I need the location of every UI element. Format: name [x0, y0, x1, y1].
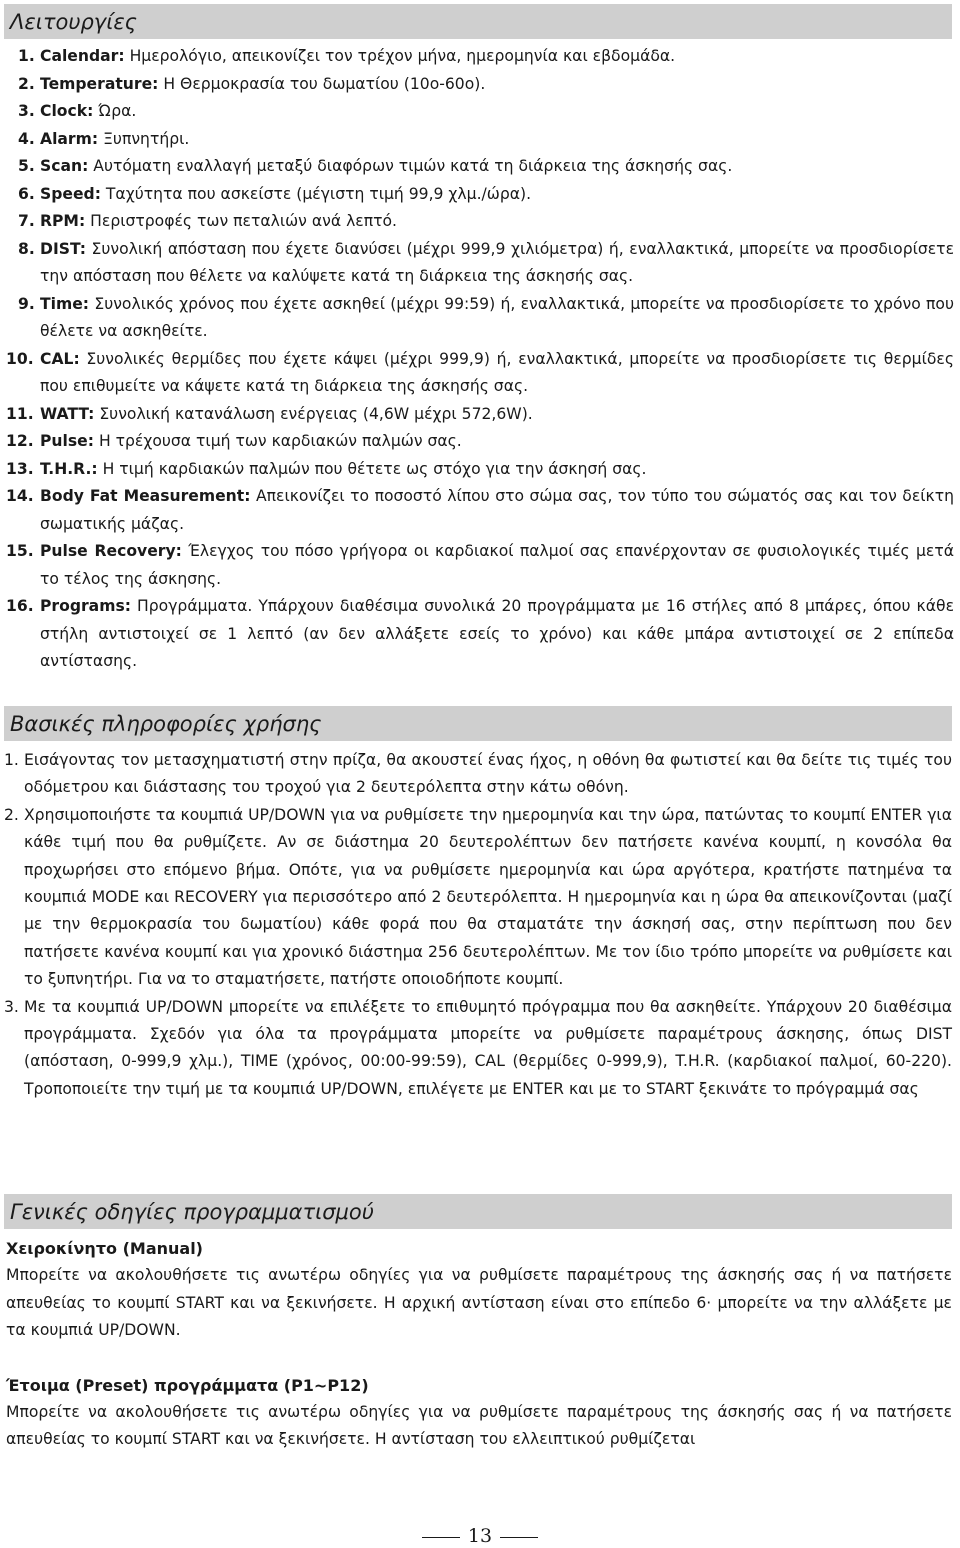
usage-item-number: 3. — [4, 997, 19, 1016]
function-item-text: Συνολική κατανάλωση ενέργειας (4,6W μέχρι 572,6W). — [94, 404, 533, 423]
function-item — [0, 71, 954, 99]
function-item-text: Η τρέχουσα τιμή των καρδιακών παλμών σας. — [93, 432, 462, 450]
function-item-text: Ταχύτητα που ασκείστε (μέγιστη τιμή 99,9 χλμ./ώρα). — [100, 184, 532, 203]
usage-item — [0, 802, 952, 994]
function-item-text: Ημερολόγιο, απεικονίζει τον τρέχον μήνα, ημερομηνία και εβδομάδα. — [124, 47, 676, 65]
function-item-number: 13. — [6, 459, 34, 478]
function-item-number: 8. — [18, 239, 35, 258]
function-item — [0, 401, 954, 429]
function-item-number: 4. — [18, 129, 35, 148]
function-item-number: 16. — [6, 597, 34, 615]
function-item — [0, 208, 954, 236]
function-item — [0, 153, 954, 181]
function-item — [0, 483, 954, 538]
function-item-text: Συνολική απόσταση που έχετε διανύσει (μέχρι 999,9 χιλιόμετρα) ή, εναλλακτικά, μπορείτε να προσδιορίσετε την απόσταση που θέλετε να καλύψετε κατά τη διάρκεια της άσκησής σας. — [40, 239, 954, 285]
function-item-number: 10. — [6, 349, 34, 368]
function-item — [0, 181, 954, 209]
programming-title: Γενικές οδηγίες προγραμματισμού — [4, 1194, 952, 1229]
preset-heading: Έτοιμα (Preset) προγράμματα (P1~P12) — [6, 1375, 369, 1395]
function-item — [0, 126, 954, 154]
usage-section — [0, 706, 956, 1103]
functions-title: Λειτουργίες — [4, 4, 952, 39]
preset-text: Μπορείτε να ακολουθήσετε τις ανωτέρω οδηγίες για να ρυθμίσετε παραμέτρους της άσκησής σας ή να πατήσετε απευθείας το κουμπί START και να ξεκινήσετε. Η αντίσταση του ελλειπτικού ρυθμίζεται — [6, 1402, 952, 1448]
programming-section — [0, 1194, 956, 1454]
function-item-number: 2. — [18, 74, 35, 93]
function-item-label: Pulse Recovery: — [40, 542, 182, 560]
function-item-text: Περιστροφές των πεταλιών ανά λεπτό. — [85, 212, 398, 230]
manual-heading: Χειροκίνητο (Manual) — [6, 1239, 203, 1258]
function-item-label: Body Fat Measurement: — [40, 487, 251, 505]
function-item-label: Speed: — [40, 184, 101, 203]
function-item-label: Time: — [40, 294, 90, 313]
function-item-number: 7. — [18, 212, 35, 230]
function-item — [0, 236, 954, 291]
function-item-label: Clock: — [40, 102, 94, 120]
page-footer — [0, 1525, 960, 1547]
function-item — [0, 43, 954, 71]
function-item-text: Έλεγχος του πόσο γρήγορα οι καρδιακοί παλμοί σας επανέρχονταν σε φυσιολογικές τιμές μετά το τέλος της άσκησης. — [40, 542, 954, 588]
function-item — [0, 456, 954, 484]
function-item-text: Η Θερμοκρασία του δωματίου (10ο-60ο). — [158, 74, 486, 93]
function-item-label: Calendar: — [40, 47, 125, 65]
usage-item-number: 1. — [4, 751, 19, 769]
function-item-number: 1. — [18, 47, 35, 65]
usage-title: Βασικές πληροφορίες χρήσης — [4, 706, 952, 741]
usage-list — [0, 747, 956, 1103]
function-item-label: Pulse: — [40, 432, 94, 450]
function-item-number: 9. — [18, 294, 35, 313]
function-item-number: 6. — [18, 184, 35, 203]
function-item-number: 3. — [18, 102, 35, 120]
function-item-label: WATT: — [40, 404, 95, 423]
function-item — [0, 538, 954, 593]
function-item-label: Alarm: — [40, 129, 99, 148]
function-item-label: DIST: — [40, 239, 86, 258]
function-item-number: 14. — [6, 487, 34, 505]
function-item-text: Ώρα. — [93, 102, 137, 120]
function-item — [0, 98, 954, 126]
functions-list — [0, 43, 956, 676]
footer-rule-left — [422, 1537, 460, 1538]
usage-item-text: Εισάγοντας τον μετασχηματιστή στην πρίζα, θα ακουστεί ένας ήχος, η οθόνη θα φωτιστεί και θα δείτε τις τιμές του οδόμετρου και διάστασης του τροχού για 2 δευτερόλεπτα στην κάτω οθόνη. — [24, 751, 952, 797]
usage-item-number: 2. — [4, 805, 19, 824]
function-item-text: Αυτόματη εναλλαγή μεταξύ διαφόρων τιμών κατά τη διάρκεια της άσκησής σας. — [88, 157, 733, 175]
function-item — [0, 593, 954, 676]
page-number: 13 — [467, 1525, 493, 1547]
function-item-label: Scan: — [40, 157, 89, 175]
footer-rule-right — [500, 1537, 538, 1538]
function-item-label: T.H.R.: — [40, 459, 98, 478]
function-item-label: CAL: — [40, 349, 80, 368]
function-item-label: Temperature: — [40, 74, 159, 93]
function-item — [0, 428, 954, 456]
function-item-number: 15. — [6, 542, 34, 560]
function-item-number: 12. — [6, 432, 34, 450]
usage-item-text: Με τα κουμπιά UP/DOWN μπορείτε να επιλέξετε το επιθυμητό πρόγραμμα που θα ασκηθείτε. Υπάρχουν 20 διαθέσιμα προγράμματα. Σχεδόν για όλα τα προγράμματα μπορείτε να ρυθμίσετε παραμέτρους άσκησης, όπως DIST (απόσταση, 0-999,9 χλμ.), TIME (χρόνος, 00:00-99:59), CAL (θερμίδες 0-999,9), T.H.R. (καρδιακοί παλμοί, 60-220). Τροποποιείτε την τιμή με τα κουμπιά UP/DOWN, επιλέγετε με ENTER και με το START ξεκινάτε το πρόγραμμά σας — [24, 997, 952, 1098]
usage-item — [0, 994, 952, 1104]
function-item-text: Η τιμή καρδιακών παλμών που θέτετε ως στόχο για την άσκησή σας. — [97, 459, 647, 478]
function-item-text: Ξυπνητήρι. — [98, 129, 190, 148]
function-item — [0, 291, 954, 346]
function-item-number: 11. — [6, 404, 34, 423]
usage-item-text: Χρησιμοποιήστε τα κουμπιά UP/DOWN για να ρυθμίσετε την ημερομηνία και την ώρα, πατώντας το κουμπί ENTER για κάθε τιμή που θα ρυθμίζετε. Αν σε διάστημα 20 δευτερολέπτων δεν πατήσετε κανένα κουμπί, η κονσόλα θα προχωρήσει στο επόμενο βήμα. Οπότε, για να ρυθμίσετε ημερομηνία και ώρα αργότερα, κρατήστε πατημένα τα κουμπιά MODE και RECOVERY για περισσότερο από 2 δευτερόλεπτα. Η ημερομηνία και η ώρα θα απεικονίζονται (μαζί με την θερμοκρασία του δωματίου) κάθε φορά που θα σταματάτε την άσκησή σας, στην περίπτωση που δεν πατήσετε κανένα κουμπί και για χρονικό διάστημα 256 δευτερολέπτων. Με τον ίδιο τρόπο μπορείτε να ρυθμίσετε και το ξυπνητήρι. Για να το σταματήσετε, πατήστε οποιοδήποτε κουμπί. — [24, 805, 952, 989]
function-item-label: Programs: — [40, 597, 131, 615]
function-item — [0, 346, 954, 401]
function-item-text: Συνολικός χρόνος που έχετε ασκηθεί (μέχρι 99:59) ή, εναλλακτικά, μπορείτε να προσδιορίσετε το χρόνο που θέλετε να ασκηθείτε. — [40, 294, 954, 340]
function-item-text: Συνολικές θερμίδες που έχετε κάψει (μέχρι 999,9) ή, εναλλακτικά, μπορείτε να προσδιορίσετε τις θερμίδες που επιθυμείτε να κάψετε κατά τη διάρκεια της άσκησής σας. — [40, 349, 954, 395]
function-item-text: Προγράμματα. Υπάρχουν διαθέσιμα συνολικά 20 προγράμματα με 16 στήλες από 8 μπάρες, όπου κάθε στήλη αντιστοιχεί σε 1 λεπτό (αν δεν αλλάξετε εσείς το χρόνο) και κάθε μπάρα αντιστοιχεί σε 2 επίπεδα αντίστασης. — [40, 597, 954, 670]
usage-item — [0, 747, 952, 802]
manual-text: Μπορείτε να ακολουθήσετε τις ανωτέρω οδηγίες για να ρυθμίσετε παραμέτρους της άσκησής σας ή να πατήσετε απευθείας το κουμπί START και να ξεκινήσετε. Η αρχική αντίσταση είναι στο επίπεδο 6· μπορείτε να την αλλάξετε με τα κουμπιά UP/DOWN. — [6, 1266, 952, 1339]
function-item-text: Απεικονίζει το ποσοστό λίπου στο σώμα σας, τον τύπο του σώματός σας και τον δείκτη σωματικής μάζας. — [40, 487, 954, 533]
function-item-number: 5. — [18, 157, 35, 175]
function-item-label: RPM: — [40, 212, 86, 230]
functions-section — [0, 4, 956, 676]
